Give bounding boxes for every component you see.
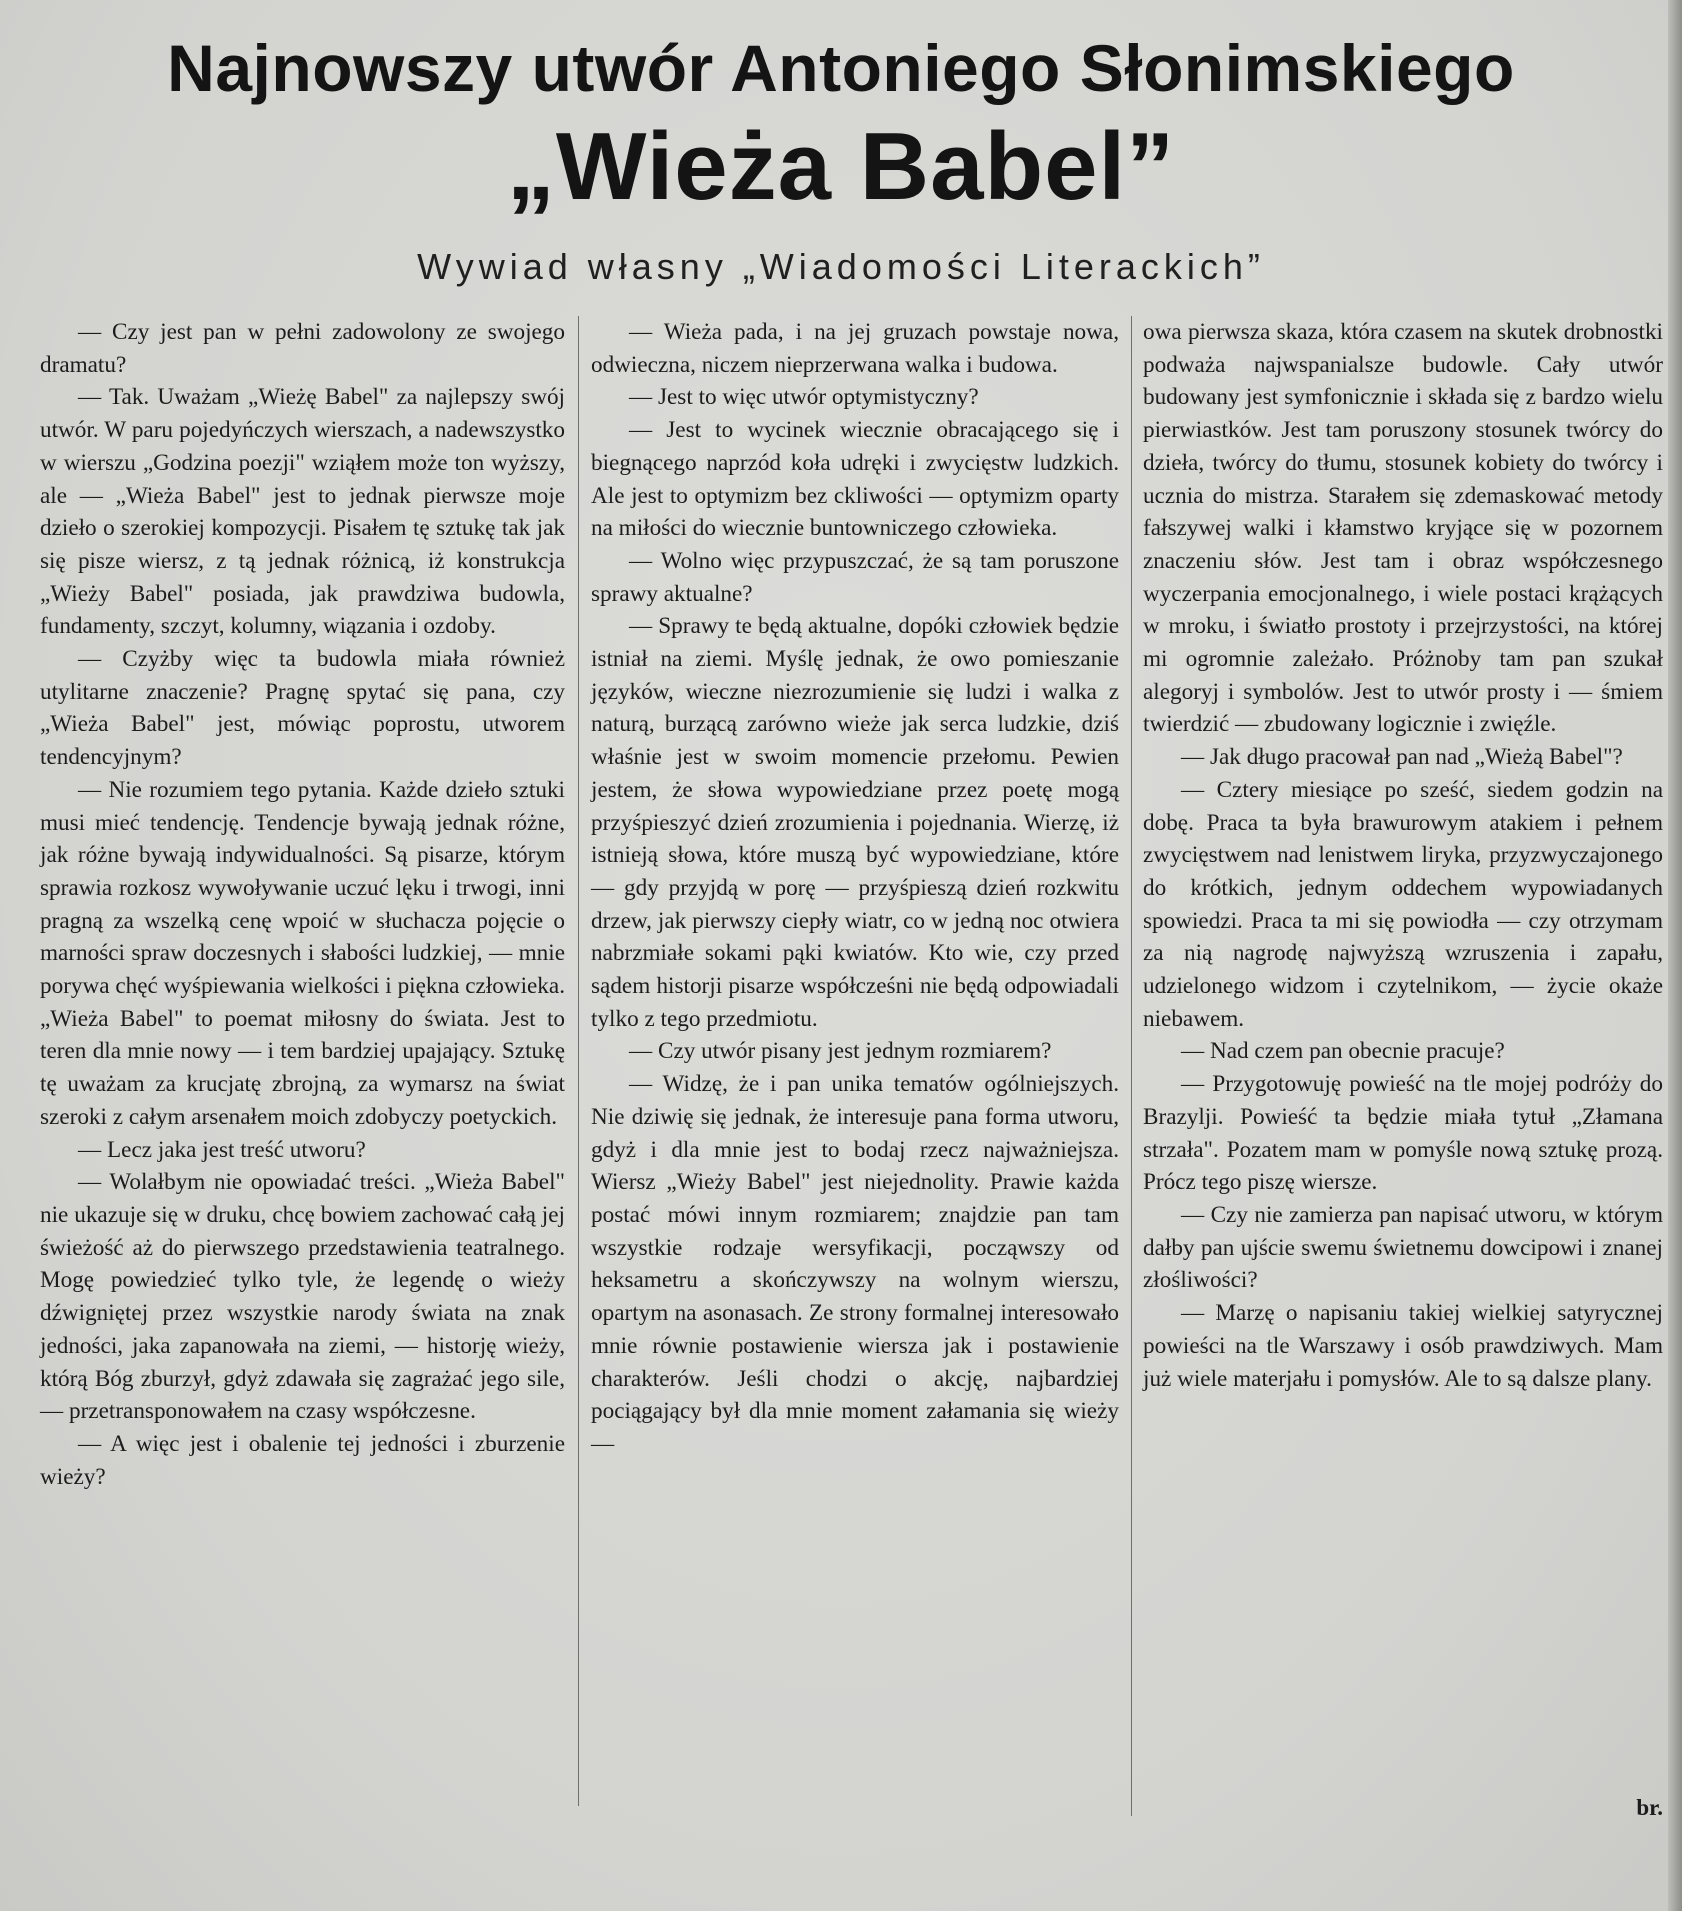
paragraph: — Wieża pada, i na jej gruzach powstaje nowa, odwieczna, niczem nieprzerwana walka i budowa. <box>591 319 1119 378</box>
paragraph: — Nad czem pan obecnie pracuje? <box>1181 1038 1505 1065</box>
paragraph: — Jak długo pracował pan nad „Wieżą Babel"? <box>1181 744 1623 771</box>
paragraph: — Marzę o napisaniu takiej wielkiej satyrycznej powieści na tle Warszawy i osób prawdziwych. Mam już wiele materjału i pomysłów. Ale to są dalsze plany. <box>1143 1300 1663 1392</box>
article-column-1 <box>40 316 565 1493</box>
paragraph: — Jest to wycinek wiecznie obracającego się i biegnącego naprzód koła udręki i zwycięstw ludzkich. Ale jest to optymizm bez ckliwości — optymizm oparty na miłości do wiecznie buntowniczego człowieka. <box>591 417 1119 542</box>
article-column-2 <box>591 316 1119 1461</box>
column-divider-2 <box>1131 316 1132 1816</box>
paragraph: — Czy nie zamierza pan napisać utworu, w którym dałby pan ujście swemu świetnemu dowcipowi i znanej złośliwości? <box>1143 1201 1663 1294</box>
paragraph: — Jest to więc utwór optymistyczny? <box>629 384 979 411</box>
article-column-3 <box>1143 316 1663 1395</box>
paragraph: owa pierwsza skaza, która czasem na skutek drobnostki podważa najwspanialsze budowle. Cały utwór budowany jest symfonicznie i składa się z bardzo wielu pierwiastków. Jest tam poruszony stosunek twórcy do dzieła, twórcy do tłumu, stosunek kobiety do twórcy i ucznia do mistrza. Starałem się zdemaskować metody fałszywej walki i kłamstwo kryjące się w pozornem znaczeniu słów. Jest tam i obraz współczesnego wyczerpania emocjonalnego, i wiele postaci krążących w mroku, i światło prostoty i przejrzystości, na której mi ogromnie zależało. Próżnoby tam pan szukał alegoryj i symbolów. Jest to utwór prosty i — śmiem twierdzić — zbudowany logicznie i zwięźle. <box>1143 319 1663 738</box>
headline-author: Najnowszy utwór Antoniego Słonimskiego <box>167 31 1515 105</box>
paragraph: — Cztery miesiące po sześć, siedem godzin na dobę. Praca ta była brawurowym atakiem i pełnem zwycięstwem nad lenistwem liryka, przyzwyczajonego do krótkich, jednym oddechem wypowiadanych spowiedzi. Praca ta mi się powiodła — czy otrzymam za nią nagrodę najwyższą wzruszenia i zapału, udzielonego widzom i czytelnikom, — życie okaże niebawem. <box>1143 776 1663 1032</box>
paragraph: — Czy utwór pisany jest jednym rozmiarem? <box>629 1038 1052 1065</box>
headline-subtitle: Wywiad własny „Wiadomości Literackich” <box>417 246 1265 287</box>
headline-title: „Wieża Babel” <box>506 113 1176 220</box>
author-signature: br. <box>1636 1795 1663 1820</box>
paragraph: — Czy jest pan w pełni zadowolony ze swojego dramatu? <box>40 319 565 378</box>
paragraph: — Czyżby więc ta budowla miała również utylitarne znaczenie? Pragnę spytać się pana, czy „Wieża Babel" jest, mówiąc poprostu, utworem tendencyjnym? <box>40 646 565 771</box>
paragraph: — A więc jest i obalenie tej jedności i zburzenie wieży? <box>40 1430 565 1490</box>
paragraph: — Tak. Uważam „Wieżę Babel" za najlepszy swój utwór. W paru pojedyńczych wierszach, a nadewszystko w wierszu „Godzina poezji" wziąłem może ton wyższy, ale — „Wieża Babel" jest to jednak pierwsze moje dzieło o szerokiej kompozycji. Pisałem tę sztukę tak jak się pisze wiersz, z tą jednak różnicą, iż konstrukcja „Wieży Babel" posiada, jak prawdziwa budowla, fundamenty, szczyt, kolumny, wiązania i ozdoby. <box>40 384 565 640</box>
paragraph: — Przygotowuję powieść na tle mojej podróży do Brazylji. Powieść ta będzie miała tytuł „Złamana strzała". Pozatem mam w pomyśle nową sztukę prozą. Prócz tego piszę wiersze. <box>1143 1071 1663 1196</box>
paragraph: — Sprawy te będą aktualne, dopóki człowiek będzie istniał na ziemi. Myślę jednak, że owo pomieszanie języków, wieczne niezrozumienie się ludzi i walka z naturą, burzącą zarówno wieże jak serca ludzkie, dziś właśnie jest w swoim momencie przełomu. Pewien jestem, że słowa wypowiedziane przez poetę mogą przyśpieszyć dzień zrozumienia i pojednania. Wierzę, iż istnieją słowa, które muszą być wypowiedziane, które — gdy przyjdą w porę — przyśpieszą dzień rozkwitu drzew, jak pierwszy ciepły wiatr, co w jedną noc otwiera nabrzmiałe sokami pąki kwiatów. Kto wie, czy przed sądem historji pisarze współcześni nie będą odpowiadali tylko z tego przedmiotu. <box>591 613 1119 1032</box>
paragraph: — Wolno więc przypuszczać, że są tam poruszone sprawy aktualne? <box>591 547 1119 607</box>
paragraph: — Wolałbym nie opowiadać treści. „Wieża Babel" nie ukazuje się w druku, chcę bowiem zachować całą jej świeżość aż do pierwszego przedstawienia teatralnego. Mogę powiedzieć tylko tyle, że legendę o wieży dźwigniętej przez wszystkie narody świata na znak jedności, jaka zapanowała na ziemi, — historję wieży, którą Bóg zburzył, gdyż zdawała się zagrażać jego sile, — przetransponowałem na czasy współczesne. <box>40 1169 565 1425</box>
column-divider-1 <box>578 316 579 1806</box>
paragraph: — Nie rozumiem tego pytania. Każde dzieło sztuki musi mieć tendencję. Tendencje bywają jednak różne, jak różne bywają indywidualności. Są pisarze, którym sprawia rozkosz wywoływanie uczuć lęku i trwogi, inni pragną za wszelką cenę wpoić w słuchacza pojęcie o marności spraw doczesnych i słabości ludzkiej, — mnie porywa chęć wyśpiewania wielkości i piękna człowieka. „Wieża Babel" to poemat miłosny do świata. Jest to teren dla mnie nowy — i tem bardziej upajający. Sztukę tę uważam za krucjatę zbrojną, za wymarsz na świat szeroki z całym arsenałem moich zdobyczy poetyckich. <box>40 776 565 1130</box>
paragraph: — Widzę, że i pan unika tematów ogólniejszych. Nie dziwię się jednak, że interesuje pana forma utworu, gdyż i dla mnie jest to bodaj rzecz najważniejsza. Wiersz „Wieży Babel" jest niejednolity. Prawie każda postać mówi innym rozmiarem; znajdzie pan tam wszystkie rodzaje wersyfikacji, począwszy od heksametru a skończywszy na wolnym wierszu, opartym na asonasach. Ze strony formalnej interesowało mnie równie postawienie wiersza jak i postawienie charakterów. Jeśli chodzi o akcję, najbardziej pociągający był dla mnie moment załamania się wieży — <box>591 1071 1119 1457</box>
paragraph: — Lecz jaka jest treść utworu? <box>78 1136 366 1163</box>
